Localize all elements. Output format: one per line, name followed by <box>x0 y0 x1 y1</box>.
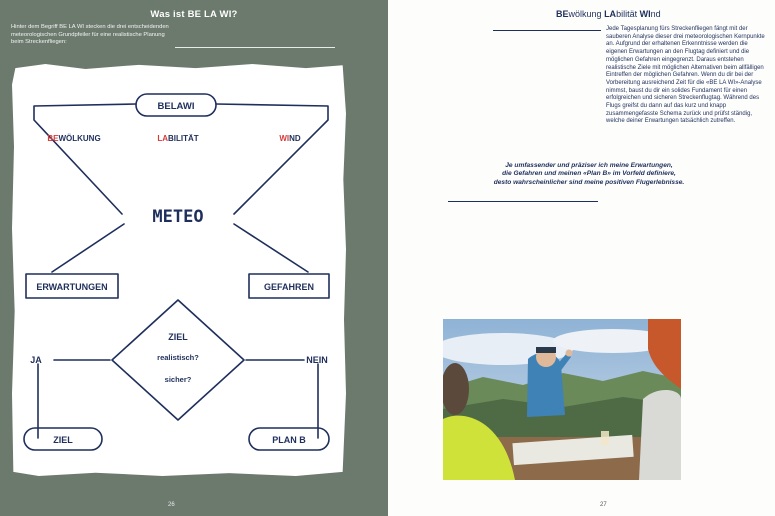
heading-divider <box>493 30 601 31</box>
nein-label: NEIN <box>306 355 328 365</box>
whiteboard-diagram <box>12 64 346 476</box>
belawi-label: BELAWI <box>157 101 195 112</box>
left-page-title: Was ist BE LA WI? <box>150 9 238 20</box>
labilitat-label: LABILITÄT <box>157 134 199 143</box>
sicher-label: sicher? <box>164 375 192 384</box>
gefahren-label: GEFAHREN <box>263 282 315 292</box>
right-connector <box>216 104 328 214</box>
body-text: Jede Tagesplanung fürs Streckenfliegen fängt mit der sauberen Analyse dieser drei meteorologischen Kernpunkte an. Aufgrund der erhaltenen Erkenntnisse werden die eigenen Erwartungen an den Flugtag definiert und die möglichen Gefahren eingegrenzt. Daraus entstehen realistische Ziele mit möglichen Alternativen beim allfälligen Eintreffen der möglichen Gefahren. Wenn du dir bei der Vorbereitung ausreichend Zeit für die «BE LA WI»-Analyse nimmst, baust du dir ein solides Fundament für einen erfolgreichen und sicheren Streckenflugtag. Während des Flugs greifst du dann auf das kurz und knapp zusammengefasste Schema zurück und prüfst ständig, welche deiner Erwartungen tatsächlich zutreffen. <box>606 26 765 125</box>
pilots-briefing-photo <box>443 319 681 480</box>
right-page-heading: BEwölkung LAbilität WInd <box>556 9 661 19</box>
right-page-number: 27 <box>600 502 607 508</box>
realistisch-label: realistisch? <box>157 353 199 362</box>
ziel-label: ZIEL <box>53 435 73 445</box>
left-page-intro: Hinter dem Begriff BE LA WI stecken die drei entscheidenden meteorologischen Grundpfeiler für eine realistische Planung beim Streckenfliegen: <box>11 24 169 46</box>
left-connector <box>34 104 136 214</box>
meteo-to-gefahren-line <box>234 224 308 272</box>
quote-divider <box>448 201 598 202</box>
left-page-number: 26 <box>168 502 175 508</box>
wind-label: WIND <box>279 134 301 143</box>
intro-divider <box>175 47 335 48</box>
erwartungen-label: ERWARTUNGEN <box>36 282 108 292</box>
ja-label: JA <box>30 355 42 365</box>
pull-quote: Je umfassender und präziser ich meine Erwartungen, die Gefahren und meinen «Plan B» im Vorfeld definiere, desto wahrscheinlicher sind meine positiven Flugerlebnisse. <box>493 162 685 186</box>
bewolkung-label: BEWÖLKUNG <box>47 134 101 143</box>
diamond-ziel-label: ZIEL <box>168 332 188 342</box>
right-page <box>388 0 775 516</box>
plan-b-label: PLAN B <box>272 435 306 445</box>
meteo-to-erwartungen-line <box>52 224 124 272</box>
belawi-diagram <box>12 64 346 476</box>
meteo-label: METEO <box>152 207 204 227</box>
